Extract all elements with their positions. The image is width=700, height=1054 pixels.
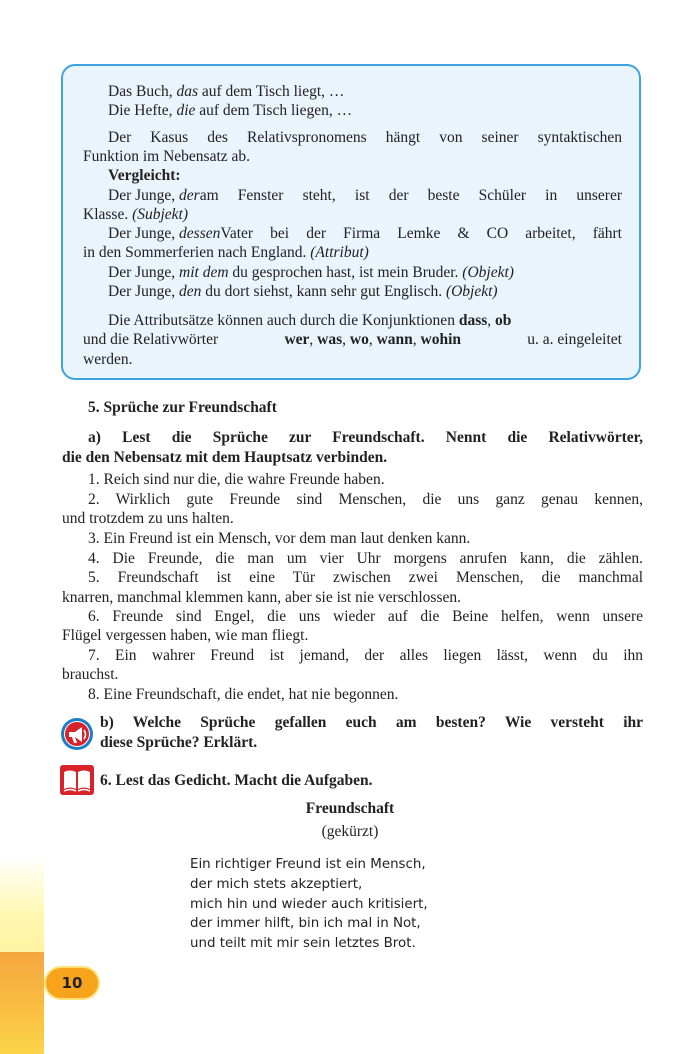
kasus-rule-line2: Funktion im Nebensatz ab.	[83, 148, 251, 165]
speaker-icon	[60, 717, 94, 751]
kasus-rule-line1: Der Kasus des Relativspronomens hängt von seiner syntaktischen	[108, 129, 622, 146]
example-attribut-line2: in den Sommerferien nach England. (Attribut)	[83, 244, 369, 261]
side-decoration-orange	[0, 952, 44, 1054]
poem-line-5: und teilt mit mir sein letztes Brot.	[190, 936, 416, 951]
example-die: Die Hefte, die auf dem Tisch liegen, …	[108, 102, 353, 119]
poem-line-2: der mich stets akzeptiert,	[190, 877, 363, 892]
saying-3: 3. Ein Freund ist ein Mensch, vor dem man laut denken kann.	[88, 530, 471, 547]
example-objekt-den: Der Junge, den du dort siehst, kann sehr gut Englisch. (Objekt)	[108, 283, 498, 300]
task-a-line2: die den Nebensatz mit dem Hauptsatz verbinden.	[62, 449, 388, 466]
saying-2-line1: 2. Wirklich gute Freunde sind Menschen, die uns ganz genau kennen,	[88, 491, 643, 508]
task-b-line1: b) Welche Sprüche gefallen euch am besten? Wie versteht ihr	[100, 714, 643, 731]
attributsaetze-line2: und die Relativwörter wer, was, wo, wann, wohin u. a. eingeleitet	[83, 331, 622, 348]
book-icon	[60, 765, 94, 795]
saying-1: 1. Reich sind nur die, die wahre Freunde haben.	[88, 471, 385, 488]
poem-line-1: Ein richtiger Freund ist ein Mensch,	[190, 857, 426, 872]
saying-6-line1: 6. Freunde sind Engel, die uns wieder auf die Beine helfen, wenn unsere	[88, 608, 643, 625]
saying-7-line1: 7. Ein wahrer Freund ist jemand, der alles liegen lässt, wenn du ihn	[88, 647, 643, 664]
task-b-line2: diese Sprüche? Erklärt.	[100, 734, 258, 751]
example-objekt-mit-dem: Der Junge, mit dem du gesprochen hast, ist mein Bruder. (Objekt)	[108, 264, 514, 281]
saying-8: 8. Eine Freundschaft, die endet, hat nie begonnen.	[88, 686, 399, 703]
example-subjekt-line2: Klasse. (Subjekt)	[83, 206, 189, 223]
attributsaetze-line1: Die Attributsätze können auch durch die Konjunktionen dass, ob	[108, 312, 512, 329]
saying-5-line1: 5. Freundschaft ist eine Tür zwischen zwei Menschen, die manchmal	[88, 569, 643, 586]
saying-4: 4. Die Freunde, die man um vier Uhr morgens anrufen kann, die zählen.	[88, 550, 643, 567]
saying-5-line2: knarren, manchmal klemmen kann, aber sie ist nie verschlossen.	[62, 589, 461, 606]
attributsaetze-line3: werden.	[83, 351, 133, 368]
poem-line-3: mich hin und wieder auch kritisiert,	[190, 897, 428, 912]
poem-title: Freundschaft	[305, 800, 395, 817]
poem-subtitle: (gekürzt)	[321, 823, 379, 840]
saying-2-line2: und trotzdem zu uns halten.	[62, 510, 234, 527]
page-number: 10	[61, 974, 83, 992]
task-a-line1: a) Lest die Sprüche zur Freundschaft. Nennt die Relativwörter,	[88, 429, 643, 446]
vergleicht-label: Vergleicht:	[108, 167, 181, 184]
exercise5-heading: 5. Sprüche zur Freundschaft	[88, 399, 277, 416]
exercise6-heading: 6. Lest das Gedicht. Macht die Aufgaben.	[100, 772, 373, 789]
example-das: Das Buch, das auf dem Tisch liegt, …	[108, 83, 345, 100]
saying-7-line2: brauchst.	[62, 666, 119, 683]
saying-6-line2: Flügel vergessen haben, wie man fliegt.	[62, 627, 309, 644]
example-subjekt-line1: Der Junge, der am Fenster steht, ist der beste Schüler in unserer	[108, 187, 622, 204]
poem-line-4: der immer hilft, bin ich mal in Not,	[190, 916, 421, 931]
example-attribut-line1: Der Junge, dessen Vater bei der Firma Lemke & CO arbeitet, fährt	[108, 225, 622, 242]
